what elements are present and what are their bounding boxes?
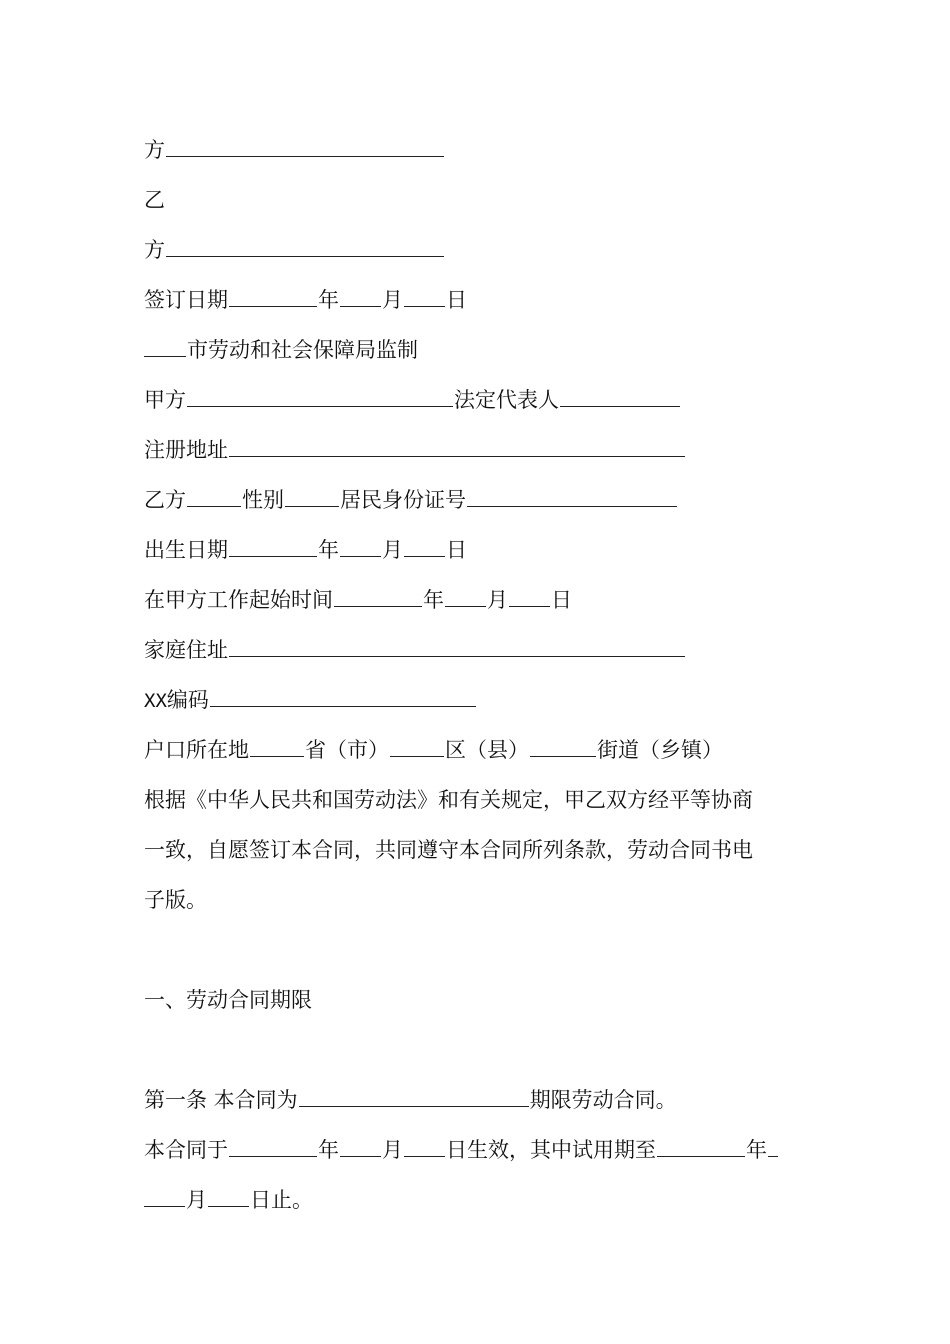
section-heading <box>144 984 312 1016</box>
month-label: 月 <box>487 588 508 612</box>
year-label: 年 <box>318 538 339 562</box>
supervisor-line <box>144 334 418 366</box>
effective-label: 本合同于 <box>144 1138 228 1162</box>
district-blank[interactable] <box>390 734 444 757</box>
month-label: 月 <box>382 538 403 562</box>
day-blank[interactable] <box>404 1134 445 1157</box>
birth-date-label: 出生日期 <box>144 538 228 562</box>
party-a-label: 甲方 <box>144 388 186 412</box>
party-label: 方 <box>144 238 165 262</box>
day-label: 日 <box>446 288 467 312</box>
legal-rep-blank[interactable] <box>560 384 680 407</box>
postal-code-line <box>144 684 477 716</box>
day-label: 日 <box>446 538 467 562</box>
month-label: 月 <box>382 288 403 312</box>
start-date-label: 在甲方工作起始时间 <box>144 588 333 612</box>
effective-date-line <box>144 1134 779 1166</box>
city-blank[interactable] <box>144 334 186 357</box>
province-label: 省（市） <box>305 738 389 762</box>
year-blank[interactable] <box>229 534 317 557</box>
probation-end-line <box>144 1184 313 1216</box>
month-label: 月 <box>382 1138 403 1162</box>
day-blank[interactable] <box>509 584 550 607</box>
employee-line <box>144 484 678 516</box>
preamble-line-1 <box>144 784 753 816</box>
party-label: 方 <box>144 138 165 162</box>
legal-rep-label: 法定代表人 <box>454 388 559 412</box>
year-label: 年 <box>746 1138 767 1162</box>
employer-line <box>144 384 681 416</box>
month-blank[interactable] <box>340 534 381 557</box>
party-b-blank[interactable] <box>187 484 241 507</box>
end-label: 日止。 <box>250 1188 313 1212</box>
start-date-line <box>144 584 572 616</box>
birth-date-line <box>144 534 467 566</box>
year-label: 年 <box>423 588 444 612</box>
code-prefix: XX <box>144 690 167 712</box>
party-a-name-blank[interactable] <box>166 134 444 157</box>
signing-date-line <box>144 284 467 316</box>
preamble-text: 根据《中华人民共和国劳动法》和有关规定，甲乙双方经平等协商 <box>144 788 753 812</box>
day-blank[interactable] <box>404 284 445 307</box>
household-registration-line <box>144 734 723 766</box>
gender-label: 性别 <box>242 488 284 512</box>
party-b-name-line <box>144 234 445 266</box>
supervisor-label: 市劳动和社会保障局监制 <box>187 338 418 362</box>
year-label: 年 <box>318 288 339 312</box>
street-label: 街道（乡镇） <box>597 738 723 762</box>
id-number-blank[interactable] <box>467 484 677 507</box>
registered-address-blank[interactable] <box>229 434 685 457</box>
year-label: 年 <box>318 1138 339 1162</box>
party-b-label: 乙 <box>144 188 165 212</box>
home-address-label: 家庭住址 <box>144 638 228 662</box>
id-number-label: 居民身份证号 <box>340 488 466 512</box>
term-type-blank[interactable] <box>299 1084 529 1107</box>
year-blank[interactable] <box>229 284 317 307</box>
month-blank[interactable] <box>340 1134 381 1157</box>
home-address-line <box>144 634 686 666</box>
preamble-text: 一致，自愿签订本合同，共同遵守本合同所列条款，劳动合同书电 <box>144 838 753 862</box>
preamble-line-2 <box>144 834 753 866</box>
preamble-line-3 <box>144 884 207 916</box>
registered-address-label: 注册地址 <box>144 438 228 462</box>
code-blank[interactable] <box>210 684 476 707</box>
party-b-name-blank[interactable] <box>166 234 444 257</box>
year-blank[interactable] <box>229 1134 317 1157</box>
party-a-blank[interactable] <box>187 384 453 407</box>
day-blank[interactable] <box>208 1184 249 1207</box>
probation-label: 日生效，其中试用期至 <box>446 1138 656 1162</box>
preamble-text: 子版。 <box>144 888 207 912</box>
month-blank[interactable] <box>144 1184 185 1207</box>
month-label: 月 <box>186 1188 207 1212</box>
section-title: 一、劳动合同期限 <box>144 988 312 1012</box>
month-blank[interactable] <box>340 284 381 307</box>
street-blank[interactable] <box>530 734 596 757</box>
trailing-blank[interactable] <box>768 1134 778 1157</box>
registered-address-line <box>144 434 686 466</box>
household-label: 户口所在地 <box>144 738 249 762</box>
day-label: 日 <box>551 588 572 612</box>
party-b-label-line <box>144 184 165 216</box>
party-b-label: 乙方 <box>144 488 186 512</box>
signing-date-label: 签订日期 <box>144 288 228 312</box>
province-blank[interactable] <box>250 734 304 757</box>
home-address-blank[interactable] <box>229 634 685 657</box>
term-label: 期限劳动合同。 <box>529 1088 677 1112</box>
probation-year-blank[interactable] <box>657 1134 745 1157</box>
district-label: 区（县） <box>445 738 529 762</box>
article-one-label: 第一条 本合同为 <box>144 1088 298 1112</box>
month-blank[interactable] <box>445 584 486 607</box>
year-blank[interactable] <box>334 584 422 607</box>
article-one-line <box>144 1084 677 1116</box>
code-label: 编码 <box>166 688 209 712</box>
party-a-name-line <box>144 134 445 166</box>
day-blank[interactable] <box>404 534 445 557</box>
gender-blank[interactable] <box>285 484 339 507</box>
